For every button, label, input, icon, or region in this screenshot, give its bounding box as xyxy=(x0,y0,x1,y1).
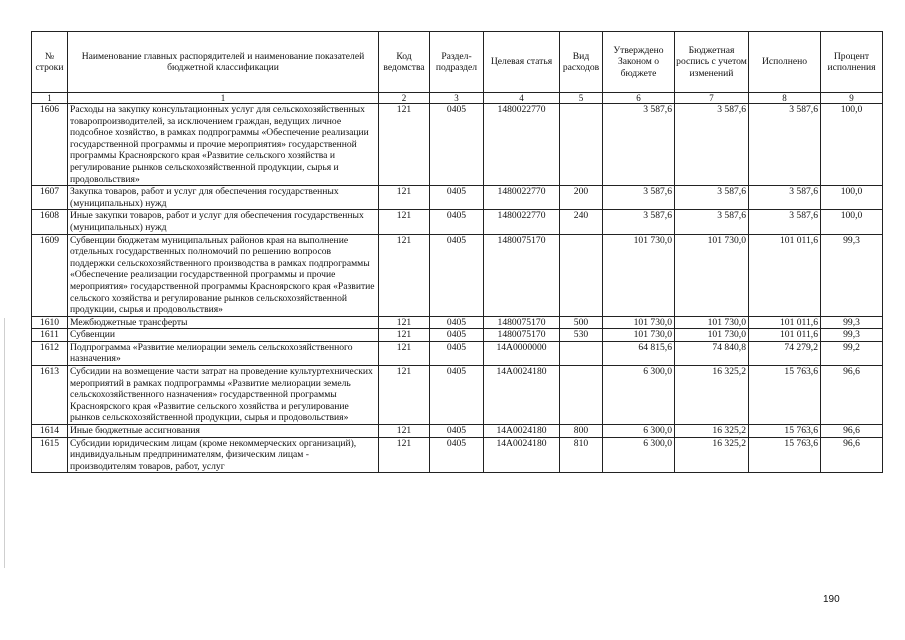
row-name: Закупка товаров, работ и услуг для обеспечения государственных (муниципальных) нужд xyxy=(68,186,379,210)
row-name: Межбюджетные трансферты xyxy=(68,316,379,329)
row-dept-code: 121 xyxy=(379,186,430,210)
row-section: 0405 xyxy=(430,104,484,186)
row-expense-type: 240 xyxy=(560,210,603,234)
row-section: 0405 xyxy=(430,316,484,329)
table-row xyxy=(32,329,883,342)
header-row xyxy=(32,32,883,93)
header-name: Наименование главных распорядителей и наименование показателей бюджетной классификации xyxy=(68,32,379,93)
row-section: 0405 xyxy=(430,425,484,438)
row-executed: 74 279,2 xyxy=(749,341,821,365)
row-expense-type xyxy=(560,104,603,186)
row-name: Расходы на закупку консультационных услуг для сельскохозяйственных товаропроизводителей, за исключением граждан, ведущих личное подсобное хозяйство, в рамках подпрограммы «Обеспечение реализации государственной программы и прочие мероприятия» государственной программы Красноярского края «Развитие сельского хозяйства и регулирование рынков сельскохозяйственной продукции, сырья и продовольствия» xyxy=(68,104,379,186)
row-section: 0405 xyxy=(430,186,484,210)
row-number: 1608 xyxy=(32,210,68,234)
row-section: 0405 xyxy=(430,210,484,234)
row-budget-list: 3 587,6 xyxy=(675,104,749,186)
column-number: 4 xyxy=(484,93,560,104)
row-target: 1480022770 xyxy=(484,210,560,234)
row-executed: 3 587,6 xyxy=(749,186,821,210)
column-number: 6 xyxy=(603,93,675,104)
row-approved: 101 730,0 xyxy=(603,316,675,329)
row-section: 0405 xyxy=(430,329,484,342)
row-approved: 101 730,0 xyxy=(603,329,675,342)
header-executed: Исполнено xyxy=(749,32,821,93)
row-name: Субсидии юридическим лицам (кроме некоммерческих организаций), индивидуальным предпринимателям, физическим лицам - производителям товаров, работ, услуг xyxy=(68,437,379,473)
column-number: 8 xyxy=(749,93,821,104)
row-target: 14А0000000 xyxy=(484,341,560,365)
row-dept-code: 121 xyxy=(379,366,430,425)
row-target: 14А0024180 xyxy=(484,437,560,473)
header-row-no: № строки xyxy=(32,32,68,93)
row-budget-list: 101 730,0 xyxy=(675,316,749,329)
row-number: 1613 xyxy=(32,366,68,425)
row-expense-type xyxy=(560,234,603,316)
row-executed: 15 763,6 xyxy=(749,437,821,473)
row-percent: 100,0 xyxy=(821,186,883,210)
row-number: 1607 xyxy=(32,186,68,210)
row-target: 1480022770 xyxy=(484,186,560,210)
table-row xyxy=(32,104,883,186)
column-number: 7 xyxy=(675,93,749,104)
table-row xyxy=(32,234,883,316)
table-row xyxy=(32,341,883,365)
row-target: 1480075170 xyxy=(484,234,560,316)
row-executed: 15 763,6 xyxy=(749,366,821,425)
header-dept-code: Код ведомства xyxy=(379,32,430,93)
row-expense-type: 800 xyxy=(560,425,603,438)
row-approved: 6 300,0 xyxy=(603,437,675,473)
row-percent: 100,0 xyxy=(821,104,883,186)
row-approved: 101 730,0 xyxy=(603,234,675,316)
row-name: Иные бюджетные ассигнования xyxy=(68,425,379,438)
row-name: Субвенции xyxy=(68,329,379,342)
row-target: 1480075170 xyxy=(484,329,560,342)
row-percent: 99,3 xyxy=(821,329,883,342)
row-approved: 6 300,0 xyxy=(603,425,675,438)
row-percent: 99,3 xyxy=(821,316,883,329)
row-dept-code: 121 xyxy=(379,316,430,329)
budget-table xyxy=(31,31,883,473)
row-budget-list: 16 325,2 xyxy=(675,366,749,425)
header-budget-list: Бюджетная роспись с учетом изменений xyxy=(675,32,749,93)
row-number: 1609 xyxy=(32,234,68,316)
row-percent: 96,6 xyxy=(821,366,883,425)
row-dept-code: 121 xyxy=(379,234,430,316)
column-number: 3 xyxy=(430,93,484,104)
row-percent: 96,6 xyxy=(821,425,883,438)
row-section: 0405 xyxy=(430,437,484,473)
row-budget-list: 101 730,0 xyxy=(675,329,749,342)
row-percent: 99,2 xyxy=(821,341,883,365)
row-number: 1610 xyxy=(32,316,68,329)
row-number: 1615 xyxy=(32,437,68,473)
row-executed: 101 011,6 xyxy=(749,234,821,316)
row-target: 1480075170 xyxy=(484,316,560,329)
header-expense-type: Вид расходов xyxy=(560,32,603,93)
column-number: 1 xyxy=(68,93,379,104)
header-approved: Утверждено Законом о бюджете xyxy=(603,32,675,93)
row-number: 1612 xyxy=(32,341,68,365)
header-section: Раздел-подраздел xyxy=(430,32,484,93)
row-approved: 3 587,6 xyxy=(603,186,675,210)
page-number: 190 xyxy=(823,594,840,605)
table-row xyxy=(32,425,883,438)
row-dept-code: 121 xyxy=(379,210,430,234)
row-expense-type: 500 xyxy=(560,316,603,329)
row-expense-type xyxy=(560,341,603,365)
row-section: 0405 xyxy=(430,341,484,365)
row-dept-code: 121 xyxy=(379,329,430,342)
row-expense-type: 810 xyxy=(560,437,603,473)
row-target: 14А0024180 xyxy=(484,425,560,438)
row-expense-type: 530 xyxy=(560,329,603,342)
row-name: Субвенции бюджетам муниципальных районов края на выполнение отдельных государственных полномочий по решению вопросов поддержки сельскохозяйственного производства в рамках подпрограммы «Обеспечение реализации государственной программы и прочие мероприятия» государственной программы Красноярского края «Развитие сельского хозяйства и регулирование рынков сельскохозяйственной продукции, сырья и продовольствия» xyxy=(68,234,379,316)
column-number: 2 xyxy=(379,93,430,104)
row-executed: 3 587,6 xyxy=(749,210,821,234)
row-dept-code: 121 xyxy=(379,437,430,473)
row-executed: 101 011,6 xyxy=(749,329,821,342)
scan-edge-line xyxy=(4,318,5,568)
row-approved: 3 587,6 xyxy=(603,210,675,234)
row-number: 1606 xyxy=(32,104,68,186)
row-percent: 100,0 xyxy=(821,210,883,234)
row-approved: 6 300,0 xyxy=(603,366,675,425)
table-row xyxy=(32,316,883,329)
row-name: Иные закупки товаров, работ и услуг для обеспечения государственных (муниципальных) нужд xyxy=(68,210,379,234)
column-number: 1 xyxy=(32,93,68,104)
row-section: 0405 xyxy=(430,234,484,316)
row-budget-list: 101 730,0 xyxy=(675,234,749,316)
row-budget-list: 16 325,2 xyxy=(675,437,749,473)
row-approved: 3 587,6 xyxy=(603,104,675,186)
table-row xyxy=(32,437,883,473)
row-budget-list: 3 587,6 xyxy=(675,210,749,234)
row-approved: 64 815,6 xyxy=(603,341,675,365)
table-row xyxy=(32,210,883,234)
row-number: 1611 xyxy=(32,329,68,342)
row-budget-list: 74 840,8 xyxy=(675,341,749,365)
header-percent: Процент исполнения xyxy=(821,32,883,93)
row-target: 1480022770 xyxy=(484,104,560,186)
row-dept-code: 121 xyxy=(379,104,430,186)
column-number: 5 xyxy=(560,93,603,104)
row-number: 1614 xyxy=(32,425,68,438)
row-executed: 15 763,6 xyxy=(749,425,821,438)
column-number-row xyxy=(32,93,883,104)
row-dept-code: 121 xyxy=(379,341,430,365)
row-expense-type xyxy=(560,366,603,425)
row-budget-list: 16 325,2 xyxy=(675,425,749,438)
column-number: 9 xyxy=(821,93,883,104)
row-expense-type: 200 xyxy=(560,186,603,210)
row-section: 0405 xyxy=(430,366,484,425)
row-target: 14А0024180 xyxy=(484,366,560,425)
row-dept-code: 121 xyxy=(379,425,430,438)
row-budget-list: 3 587,6 xyxy=(675,186,749,210)
row-name: Подпрограмма «Развитие мелиорации земель сельскохозяйственного назначения» xyxy=(68,341,379,365)
row-percent: 99,3 xyxy=(821,234,883,316)
table-row xyxy=(32,366,883,425)
table-row xyxy=(32,186,883,210)
row-name: Субсидии на возмещение части затрат на проведение культуртехнических мероприятий в рамках подпрограммы «Развитие мелиорации земель сельскохозяйственного назначения» государственной программы Красноярского края «Развитие сельского хозяйства и регулирование рынков сельскохозяйственной продукции, сырья и продовольствия» xyxy=(68,366,379,425)
row-executed: 101 011,6 xyxy=(749,316,821,329)
row-percent: 96,6 xyxy=(821,437,883,473)
row-executed: 3 587,6 xyxy=(749,104,821,186)
header-target: Целевая статья xyxy=(484,32,560,93)
